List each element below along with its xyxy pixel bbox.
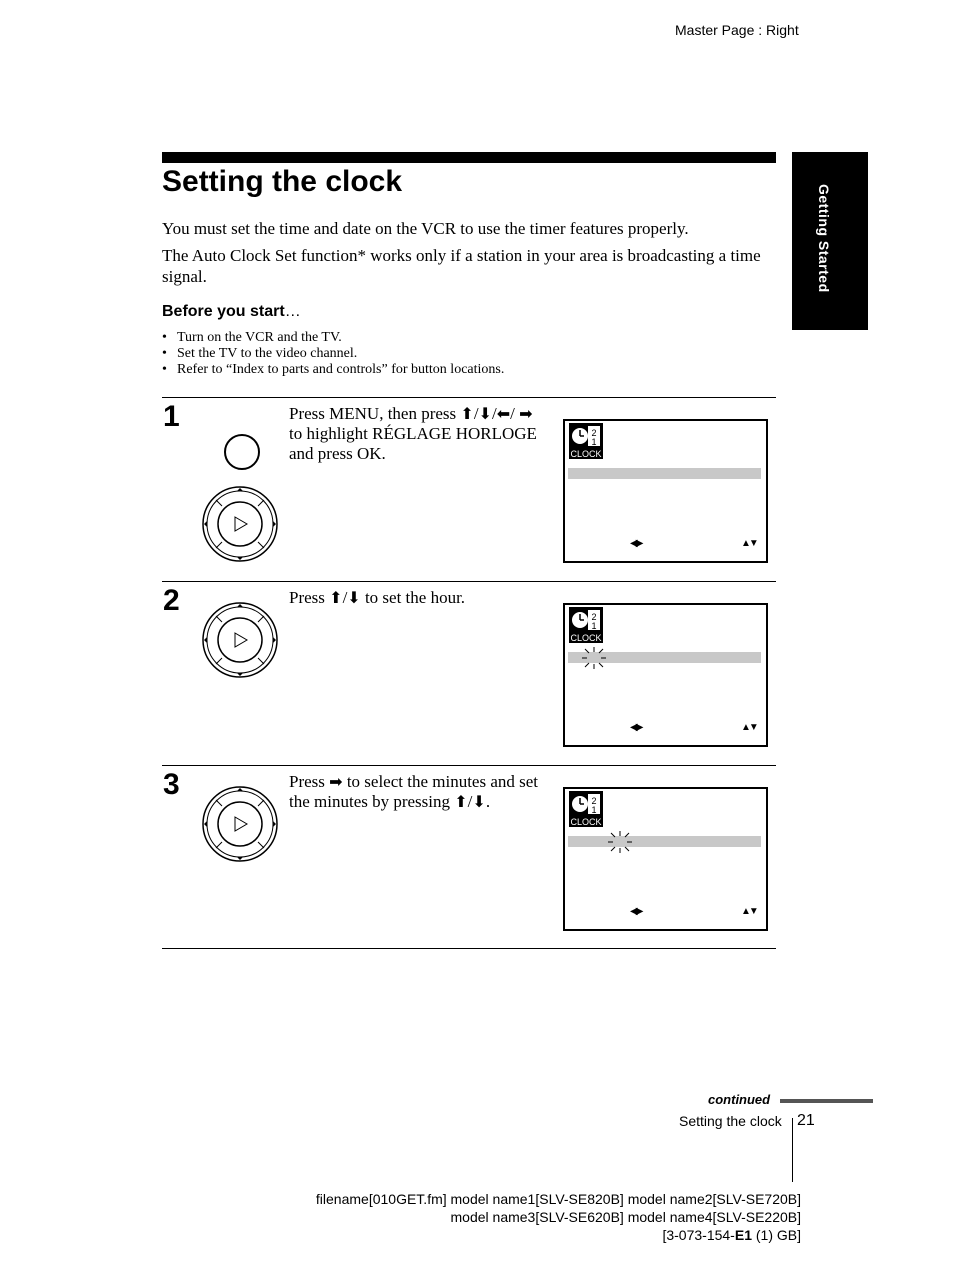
step-1-text-a: Press MENU, then press <box>289 404 461 423</box>
arrow-up-icon: ⬆ <box>454 794 468 811</box>
divider <box>162 765 776 766</box>
step-3-text-a: Press <box>289 772 330 791</box>
intro-paragraph-1: You must set the time and date on the VCR to use the timer features properly. <box>162 219 689 238</box>
svg-text:1: 1 <box>591 805 597 815</box>
title-bar <box>162 152 776 163</box>
arrow-right-icon: ➡ <box>329 774 343 791</box>
left-right-arrows-icon: ◀▶ <box>630 906 642 917</box>
dpad-icon <box>202 486 278 562</box>
svg-text:2: 2 <box>591 796 597 806</box>
dpad-icon <box>202 786 278 862</box>
menu-button-icon <box>224 434 260 470</box>
before-heading-ellipsis: … <box>284 303 301 320</box>
intro-paragraph-2: The Auto Clock Set function* works only if a station in your area is broadcasting a time signal. <box>162 246 761 286</box>
step-2-text: Press ⬆/⬇ to set the hour. <box>289 588 466 607</box>
arrow-down-icon: ⬇ <box>472 794 486 811</box>
svg-text:2: 2 <box>591 428 597 438</box>
osd-highlight <box>568 468 761 479</box>
page-number: 21 <box>797 1112 815 1129</box>
list-item: • Set the TV to the video channel. <box>162 346 504 362</box>
clock-icon-label: CLOCK <box>570 449 602 459</box>
step-3-text: Press ➡ to select the minutes and set the minutes by pressing ⬆/⬇. <box>289 772 539 811</box>
page-title: Setting the clock <box>162 165 403 198</box>
clock-icon-label: CLOCK <box>570 633 602 643</box>
meta-line-1: filename[010GET.fm] model name1[SLV-SE820B] model name2[SLV-SE720B] <box>315 1191 801 1207</box>
divider <box>162 397 776 398</box>
arrow-left-icon: ⬅ <box>496 406 511 423</box>
step-number-1: 1 <box>163 400 180 433</box>
divider <box>162 948 776 949</box>
section-tab <box>792 152 868 330</box>
footer-divider <box>792 1118 793 1182</box>
meta-line-3a: [3-073-154- <box>662 1227 735 1243</box>
left-right-arrows-icon: ◀▶ <box>630 722 642 733</box>
meta-line-2: model name3[SLV-SE620B] model name4[SLV-SE220B] <box>450 1209 801 1225</box>
footer-section-title: Setting the clock <box>679 1113 782 1129</box>
left-right-arrows-icon: ◀▶ <box>630 538 642 549</box>
meta-line-3c: (1) GB] <box>751 1227 801 1243</box>
svg-text:2: 2 <box>591 612 597 622</box>
dpad-icon <box>202 602 278 678</box>
up-down-arrows-icon: ▲▼ <box>741 538 757 549</box>
clock-icon <box>569 791 603 827</box>
document-metadata <box>316 1190 801 1244</box>
before-you-start-heading <box>162 303 301 321</box>
divider <box>162 581 776 582</box>
continued-label: continued <box>708 1092 771 1107</box>
step-1-text-b: to highlight RÉGLAGE HORLOGE and press OK. <box>289 424 537 463</box>
up-down-arrows-icon: ▲▼ <box>741 906 757 917</box>
step-3-text-c: . <box>485 792 491 811</box>
arrow-down-icon: ⬇ <box>478 406 492 423</box>
blink-indicator-icon <box>607 830 633 854</box>
arrow-right-icon: ➡ <box>519 406 533 423</box>
clock-icon <box>569 423 603 459</box>
section-tab-label: Getting Started <box>816 184 832 293</box>
meta-line-3 <box>316 1226 801 1244</box>
arrow-up-icon: ⬆ <box>460 406 474 423</box>
continued-bar <box>780 1099 873 1103</box>
before-list <box>162 330 504 378</box>
arrow-down-icon: ⬇ <box>347 590 361 607</box>
clock-icon-label: CLOCK <box>570 817 602 827</box>
step-3-text-b: to select the minutes and set the minutes by pressing <box>289 772 539 811</box>
svg-text:1: 1 <box>591 437 597 447</box>
osd-highlight <box>568 836 761 847</box>
list-item: • Turn on the VCR and the TV. <box>162 330 504 346</box>
up-down-arrows-icon: ▲▼ <box>741 722 757 733</box>
meta-line-3b: E1 <box>734 1227 752 1243</box>
blink-indicator-icon <box>581 646 607 670</box>
master-page-label: Master Page : Right <box>675 22 799 38</box>
osd-screen-3 <box>563 787 768 931</box>
step-1-text: Press MENU, then press ⬆/⬇/⬅/ ➡ to highlight RÉGLAGE HORLOGE and press OK. <box>289 404 537 463</box>
osd-screen-1 <box>563 419 768 563</box>
arrow-up-icon: ⬆ <box>329 590 343 607</box>
step-number-3: 3 <box>163 768 180 801</box>
svg-text:1: 1 <box>591 621 597 631</box>
osd-screen-2 <box>563 603 768 747</box>
clock-icon <box>569 607 603 643</box>
step-2-text-a: Press <box>289 588 330 607</box>
step-number-2: 2 <box>163 584 180 617</box>
before-heading-text: Before you start <box>162 303 285 320</box>
step-2-text-b: to set the hour. <box>360 588 466 607</box>
list-item: • Refer to “Index to parts and controls” for button locations. <box>162 362 504 378</box>
